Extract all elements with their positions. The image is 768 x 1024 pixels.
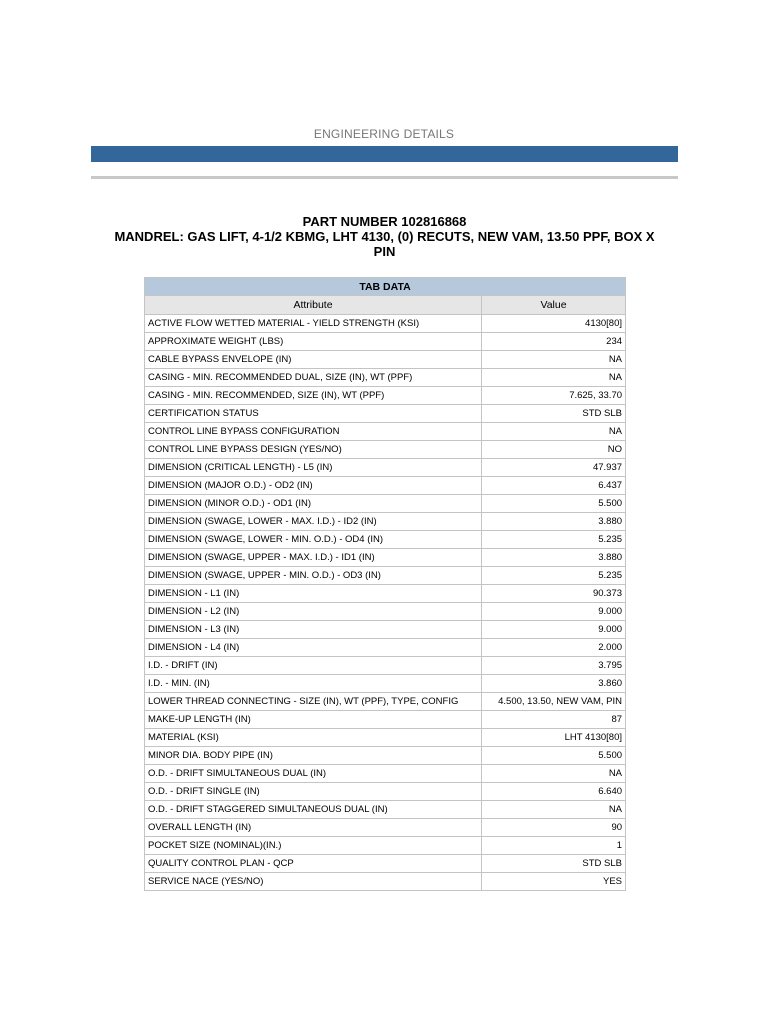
attribute-cell: MAKE-UP LENGTH (IN) bbox=[145, 711, 482, 729]
table-row bbox=[145, 675, 626, 693]
attribute-cell: DIMENSION (SWAGE, LOWER - MAX. I.D.) - ID2 (IN) bbox=[145, 513, 482, 531]
value-cell: 90.373 bbox=[482, 585, 626, 603]
attribute-cell: MATERIAL (KSI) bbox=[145, 729, 482, 747]
attribute-cell: ACTIVE FLOW WETTED MATERIAL - YIELD STRENGTH (KSI) bbox=[145, 315, 482, 333]
table-row bbox=[145, 801, 626, 819]
part-description-line1: MANDREL: GAS LIFT, 4-1/2 KBMG, LHT 4130, (0) RECUTS, NEW VAM, 13.50 PPF, BOX X bbox=[114, 229, 655, 244]
value-cell: LHT 4130[80] bbox=[482, 729, 626, 747]
table-row bbox=[145, 351, 626, 369]
table-row bbox=[145, 783, 626, 801]
table-row bbox=[145, 513, 626, 531]
value-cell: NA bbox=[482, 801, 626, 819]
tab-data-table bbox=[144, 277, 626, 891]
value-cell: YES bbox=[482, 873, 626, 891]
table-row bbox=[145, 639, 626, 657]
attribute-cell: DIMENSION (SWAGE, UPPER - MIN. O.D.) - OD3 (IN) bbox=[145, 567, 482, 585]
attribute-cell: CABLE BYPASS ENVELOPE (IN) bbox=[145, 351, 482, 369]
attribute-cell: CERTIFICATION STATUS bbox=[145, 405, 482, 423]
table-row bbox=[145, 567, 626, 585]
value-cell: 9.000 bbox=[482, 621, 626, 639]
attribute-cell: MINOR DIA. BODY PIPE (IN) bbox=[145, 747, 482, 765]
value-cell: NA bbox=[482, 351, 626, 369]
value-cell: 87 bbox=[482, 711, 626, 729]
attribute-cell: DIMENSION (MINOR O.D.) - OD1 (IN) bbox=[145, 495, 482, 513]
value-cell: 3.880 bbox=[482, 549, 626, 567]
value-cell: 1 bbox=[482, 837, 626, 855]
table-row bbox=[145, 585, 626, 603]
attribute-cell: DIMENSION - L4 (IN) bbox=[145, 639, 482, 657]
attribute-cell: SERVICE NACE (YES/NO) bbox=[145, 873, 482, 891]
attribute-cell: I.D. - DRIFT (IN) bbox=[145, 657, 482, 675]
attribute-cell: CASING - MIN. RECOMMENDED DUAL, SIZE (IN), WT (PPF) bbox=[145, 369, 482, 387]
table-row bbox=[145, 765, 626, 783]
table-row bbox=[145, 819, 626, 837]
attribute-cell: I.D. - MIN. (IN) bbox=[145, 675, 482, 693]
table-row bbox=[145, 855, 626, 873]
table-row bbox=[145, 477, 626, 495]
table-row bbox=[145, 549, 626, 567]
table-row bbox=[145, 369, 626, 387]
column-header-value: Value bbox=[482, 296, 626, 315]
attribute-cell: DIMENSION (CRITICAL LENGTH) - L5 (IN) bbox=[145, 459, 482, 477]
value-cell: 5.500 bbox=[482, 747, 626, 765]
value-cell: 3.795 bbox=[482, 657, 626, 675]
attribute-cell: CONTROL LINE BYPASS DESIGN (YES/NO) bbox=[145, 441, 482, 459]
attribute-cell: CASING - MIN. RECOMMENDED, SIZE (IN), WT (PPF) bbox=[145, 387, 482, 405]
value-cell: 5.235 bbox=[482, 567, 626, 585]
column-header-attribute: Attribute bbox=[145, 296, 482, 315]
table-row bbox=[145, 333, 626, 351]
table-row bbox=[145, 531, 626, 549]
table-body bbox=[145, 315, 626, 891]
attribute-cell: OVERALL LENGTH (IN) bbox=[145, 819, 482, 837]
table-row bbox=[145, 873, 626, 891]
table-row bbox=[145, 657, 626, 675]
table-row bbox=[145, 315, 626, 333]
attribute-cell: QUALITY CONTROL PLAN - QCP bbox=[145, 855, 482, 873]
attribute-cell: DIMENSION (SWAGE, UPPER - MAX. I.D.) - ID1 (IN) bbox=[145, 549, 482, 567]
header-blue-bar bbox=[91, 146, 678, 162]
table-row bbox=[145, 729, 626, 747]
attribute-cell: O.D. - DRIFT SINGLE (IN) bbox=[145, 783, 482, 801]
table-title: TAB DATA bbox=[145, 278, 626, 296]
value-cell: 47.937 bbox=[482, 459, 626, 477]
value-cell: 4.500, 13.50, NEW VAM, PIN bbox=[482, 693, 626, 711]
table-row bbox=[145, 693, 626, 711]
attribute-cell: DIMENSION - L3 (IN) bbox=[145, 621, 482, 639]
value-cell: 6.437 bbox=[482, 477, 626, 495]
value-cell: 9.000 bbox=[482, 603, 626, 621]
table-row bbox=[145, 603, 626, 621]
attribute-cell: POCKET SIZE (NOMINAL)(IN.) bbox=[145, 837, 482, 855]
table-row bbox=[145, 387, 626, 405]
attribute-cell: DIMENSION (MAJOR O.D.) - OD2 (IN) bbox=[145, 477, 482, 495]
attribute-cell: DIMENSION - L2 (IN) bbox=[145, 603, 482, 621]
value-cell: 7.625, 33.70 bbox=[482, 387, 626, 405]
value-cell: 5.235 bbox=[482, 531, 626, 549]
table-row bbox=[145, 837, 626, 855]
value-cell: NA bbox=[482, 765, 626, 783]
part-number: PART NUMBER 102816868 bbox=[302, 214, 467, 229]
table-row bbox=[145, 441, 626, 459]
value-cell: 234 bbox=[482, 333, 626, 351]
table-row bbox=[145, 621, 626, 639]
value-cell: 3.880 bbox=[482, 513, 626, 531]
attribute-cell: DIMENSION (SWAGE, LOWER - MIN. O.D.) - OD4 (IN) bbox=[145, 531, 482, 549]
value-cell: 5.500 bbox=[482, 495, 626, 513]
attribute-cell: CONTROL LINE BYPASS CONFIGURATION bbox=[145, 423, 482, 441]
table-row bbox=[145, 423, 626, 441]
value-cell: 6.640 bbox=[482, 783, 626, 801]
table-row bbox=[145, 459, 626, 477]
value-cell: 4130[80] bbox=[482, 315, 626, 333]
header-divider bbox=[91, 176, 678, 179]
value-cell: NA bbox=[482, 423, 626, 441]
table-row bbox=[145, 747, 626, 765]
page-title: ENGINEERING DETAILS bbox=[313, 127, 455, 141]
table-row bbox=[145, 495, 626, 513]
value-cell: NA bbox=[482, 369, 626, 387]
value-cell: NO bbox=[482, 441, 626, 459]
value-cell: 3.860 bbox=[482, 675, 626, 693]
part-heading bbox=[91, 214, 678, 259]
value-cell: 90 bbox=[482, 819, 626, 837]
part-description-line2: PIN bbox=[373, 244, 396, 259]
attribute-cell: DIMENSION - L1 (IN) bbox=[145, 585, 482, 603]
value-cell: STD SLB bbox=[482, 855, 626, 873]
table-row bbox=[145, 405, 626, 423]
attribute-cell: APPROXIMATE WEIGHT (LBS) bbox=[145, 333, 482, 351]
value-cell: 2.000 bbox=[482, 639, 626, 657]
attribute-cell: O.D. - DRIFT SIMULTANEOUS DUAL (IN) bbox=[145, 765, 482, 783]
table-row bbox=[145, 711, 626, 729]
value-cell: STD SLB bbox=[482, 405, 626, 423]
attribute-cell: O.D. - DRIFT STAGGERED SIMULTANEOUS DUAL (IN) bbox=[145, 801, 482, 819]
attribute-cell: LOWER THREAD CONNECTING - SIZE (IN), WT (PPF), TYPE, CONFIG bbox=[145, 693, 482, 711]
